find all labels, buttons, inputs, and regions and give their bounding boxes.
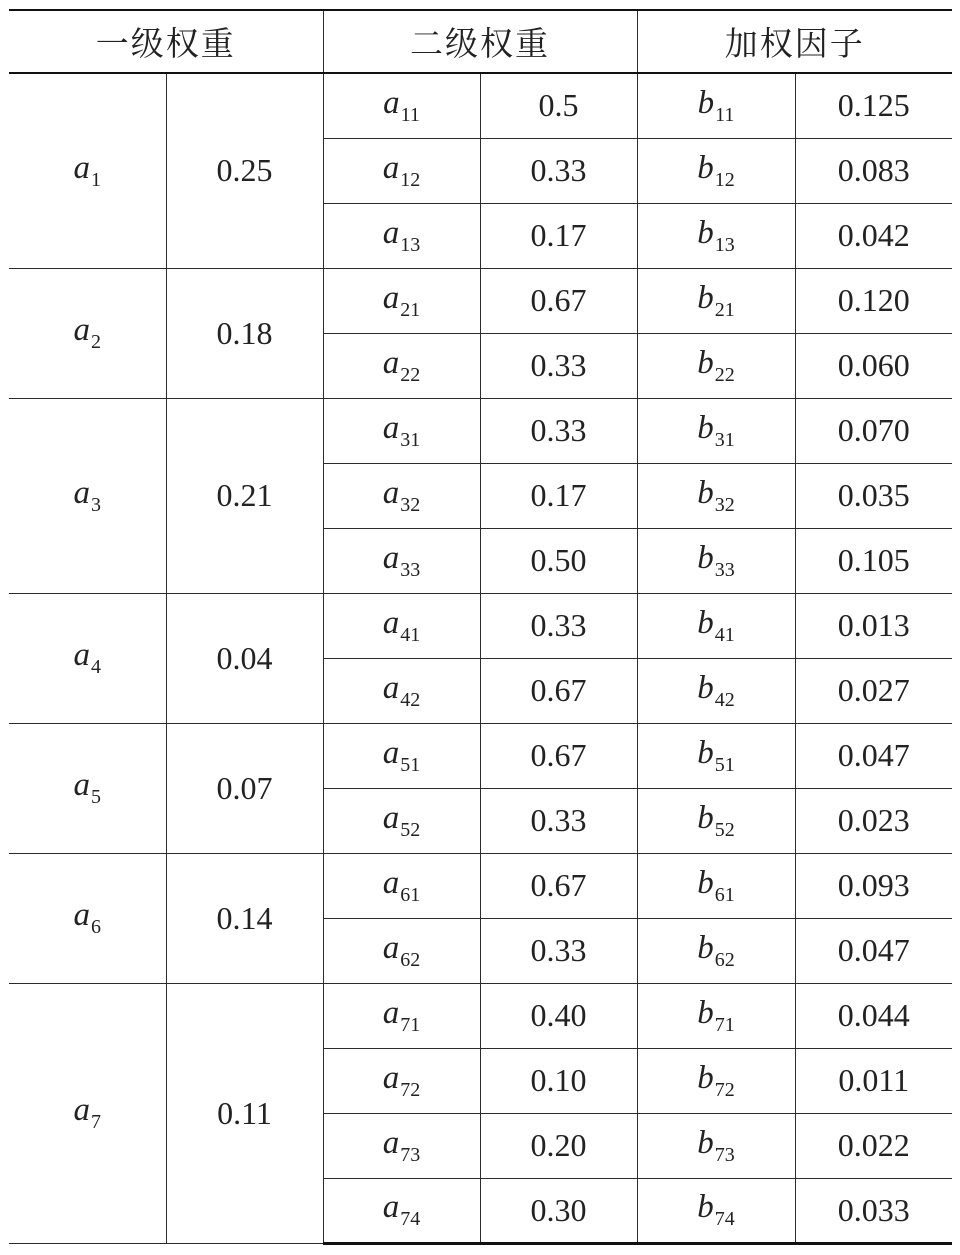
factor-symbol-letter: b [697,1124,714,1161]
second-level-symbol [323,333,480,398]
factor-symbol-subscript: 72 [714,1078,735,1101]
second-level-symbol [323,983,480,1048]
second-level-symbol-subscript: 32 [400,493,421,516]
second-level-symbol-letter: a [382,344,400,381]
factor-symbol-subscript: 52 [714,818,735,841]
table-row [9,723,952,788]
second-level-symbol-subscript: 52 [400,818,421,841]
second-level-weight: 0.17 [480,463,637,528]
second-level-weight: 0.33 [480,788,637,853]
factor-symbol-letter: b [697,409,714,446]
first-level-symbol-subscript: 5 [91,786,101,808]
second-level-symbol-subscript: 31 [400,428,421,451]
weighting-factor: 0.047 [795,723,952,788]
second-level-symbol-subscript: 51 [400,753,421,776]
second-level-symbol [323,593,480,658]
factor-symbol [637,528,795,593]
factor-symbol-subscript: 42 [714,688,735,711]
weighting-factor: 0.042 [795,203,952,268]
first-level-weight: 0.18 [166,268,323,398]
weight-table-container [9,9,952,1245]
first-level-symbol-subscript: 1 [91,168,101,191]
weight-table [9,9,952,1245]
second-level-symbol-letter: a [382,669,400,706]
weighting-factor: 0.083 [795,138,952,203]
second-level-weight: 0.30 [480,1178,637,1243]
second-level-symbol [323,658,480,723]
factor-symbol [637,918,795,983]
factor-symbol-subscript: 61 [714,883,735,906]
weighting-factor: 0.047 [795,918,952,983]
second-level-symbol-letter: a [382,864,400,901]
table-header-row [9,10,952,73]
first-level-symbol-letter: a [73,897,90,933]
first-level-symbol [9,268,166,398]
weighting-factor: 0.035 [795,463,952,528]
factor-symbol [637,1048,795,1113]
table-row [9,593,952,658]
second-level-symbol [323,528,480,593]
second-level-symbol-letter: a [382,799,400,836]
second-level-weight: 0.20 [480,1113,637,1178]
header-first-level-weight: 一级权重 [9,10,323,73]
first-level-symbol-subscript: 7 [91,1111,101,1133]
first-level-symbol-letter: a [73,474,90,511]
second-level-symbol-subscript: 21 [400,298,421,321]
second-level-symbol [323,853,480,918]
factor-symbol-letter: b [697,279,714,316]
weighting-factor: 0.022 [795,1113,952,1178]
second-level-symbol-letter: a [382,279,400,316]
factor-symbol [637,203,795,268]
factor-symbol [637,268,795,333]
first-level-symbol-subscript: 3 [91,493,101,516]
second-level-symbol-letter: a [382,474,400,511]
second-level-symbol-subscript: 22 [400,363,421,386]
first-level-symbol [9,593,166,723]
weighting-factor: 0.120 [795,268,952,333]
table-row [9,398,952,463]
table-body [9,73,952,1243]
second-level-symbol [323,398,480,463]
second-level-symbol-letter: a [382,604,400,641]
factor-symbol-subscript: 74 [714,1208,735,1230]
factor-symbol [637,1178,795,1243]
weighting-factor: 0.013 [795,593,952,658]
first-level-weight: 0.11 [166,983,323,1243]
second-level-symbol-subscript: 41 [400,623,421,646]
factor-symbol [637,1113,795,1178]
factor-symbol-letter: b [697,994,714,1031]
factor-symbol-subscript: 51 [714,753,735,776]
second-level-weight: 0.33 [480,333,637,398]
factor-symbol-subscript: 11 [715,103,735,126]
second-level-symbol [323,1048,480,1113]
first-level-weight: 0.14 [166,853,323,983]
factor-symbol-subscript: 31 [714,428,735,451]
weighting-factor: 0.105 [795,528,952,593]
first-level-symbol-subscript: 6 [91,916,101,938]
second-level-weight: 0.67 [480,268,637,333]
factor-symbol-letter: b [697,84,715,121]
first-level-symbol [9,73,166,268]
factor-symbol-subscript: 22 [714,363,735,386]
second-level-weight: 0.10 [480,1048,637,1113]
second-level-symbol-letter: a [382,994,400,1031]
second-level-weight: 0.67 [480,658,637,723]
first-level-symbol-letter: a [73,312,90,348]
second-level-symbol [323,463,480,528]
second-level-symbol-letter: a [382,149,400,186]
factor-symbol-subscript: 41 [714,623,735,646]
first-level-weight: 0.07 [166,723,323,853]
second-level-symbol-subscript: 12 [400,168,421,191]
factor-symbol-letter: b [697,344,714,381]
first-level-weight: 0.21 [166,398,323,593]
factor-symbol-subscript: 33 [714,558,735,581]
second-level-weight: 0.33 [480,593,637,658]
second-level-weight: 0.17 [480,203,637,268]
table-row [9,73,952,138]
factor-symbol-letter: b [697,799,714,836]
factor-symbol-letter: b [697,1059,714,1096]
second-level-symbol-letter: a [383,84,400,121]
factor-symbol-subscript: 73 [714,1143,735,1166]
factor-symbol [637,658,795,723]
second-level-symbol-subscript: 33 [400,558,421,581]
first-level-symbol-letter: a [73,637,90,673]
second-level-weight: 0.50 [480,528,637,593]
factor-symbol-letter: b [697,669,714,706]
factor-symbol [637,333,795,398]
second-level-symbol [323,723,480,788]
second-level-symbol-subscript: 42 [400,688,421,711]
second-level-symbol [323,138,480,203]
factor-symbol-letter: b [697,539,714,576]
second-level-symbol [323,203,480,268]
factor-symbol [637,788,795,853]
second-level-symbol-subscript: 71 [400,1013,421,1036]
first-level-symbol [9,983,166,1243]
second-level-symbol [323,1178,480,1243]
second-level-symbol-letter: a [382,929,400,966]
second-level-weight: 0.33 [480,918,637,983]
second-level-symbol-letter: a [382,734,400,771]
second-level-symbol-subscript: 61 [400,883,421,906]
weighting-factor: 0.093 [795,853,952,918]
factor-symbol [637,138,795,203]
second-level-weight: 0.40 [480,983,637,1048]
second-level-symbol-letter: a [382,1124,400,1161]
first-level-symbol-letter: a [73,1092,90,1128]
second-level-symbol [323,1113,480,1178]
weighting-factor: 0.044 [795,983,952,1048]
table-row [9,983,952,1048]
second-level-symbol [323,788,480,853]
second-level-symbol [323,918,480,983]
header-weighting-factor: 加权因子 [637,10,952,73]
factor-symbol-letter: b [697,734,714,771]
second-level-symbol-subscript: 13 [400,233,421,256]
second-level-symbol-subscript: 11 [400,103,420,126]
second-level-symbol [323,268,480,333]
factor-symbol-letter: b [697,864,714,901]
first-level-weight: 0.25 [166,73,323,268]
factor-symbol-letter: b [697,1189,714,1225]
weighting-factor: 0.033 [795,1178,952,1243]
factor-symbol-letter: b [697,149,714,186]
second-level-symbol-subscript: 73 [400,1143,421,1166]
second-level-weight: 0.67 [480,723,637,788]
second-level-symbol-letter: a [382,539,400,576]
first-level-symbol-letter: a [73,149,90,186]
first-level-symbol [9,398,166,593]
factor-symbol [637,463,795,528]
factor-symbol-subscript: 13 [714,233,735,256]
weighting-factor: 0.011 [795,1048,952,1113]
second-level-symbol-letter: a [382,214,400,251]
second-level-symbol-letter: a [382,409,400,446]
factor-symbol-letter: b [697,474,714,511]
second-level-symbol-letter: a [382,1059,400,1096]
factor-symbol-subscript: 32 [714,493,735,516]
first-level-weight: 0.04 [166,593,323,723]
table-row [9,853,952,918]
factor-symbol-subscript: 62 [714,948,735,971]
second-level-symbol-subscript: 74 [400,1208,421,1230]
factor-symbol [637,723,795,788]
header-second-level-weight: 二级权重 [323,10,637,73]
factor-symbol [637,73,795,138]
factor-symbol-letter: b [697,214,714,251]
second-level-symbol-subscript: 72 [400,1078,421,1101]
weighting-factor: 0.023 [795,788,952,853]
second-level-symbol-subscript: 62 [400,948,421,971]
factor-symbol-letter: b [697,604,714,641]
factor-symbol-subscript: 21 [714,298,735,321]
factor-symbol-subscript: 12 [714,168,735,191]
first-level-symbol-subscript: 4 [91,656,101,678]
first-level-symbol [9,853,166,983]
weighting-factor: 0.060 [795,333,952,398]
factor-symbol [637,398,795,463]
factor-symbol-letter: b [697,929,714,966]
first-level-symbol [9,723,166,853]
weighting-factor: 0.125 [795,73,952,138]
factor-symbol [637,983,795,1048]
first-level-symbol-letter: a [73,767,90,803]
factor-symbol-subscript: 71 [714,1013,735,1036]
weighting-factor: 0.070 [795,398,952,463]
weighting-factor: 0.027 [795,658,952,723]
second-level-weight: 0.5 [480,73,637,138]
first-level-symbol-subscript: 2 [91,331,101,353]
second-level-weight: 0.67 [480,853,637,918]
second-level-symbol-letter: a [382,1189,400,1225]
second-level-weight: 0.33 [480,398,637,463]
factor-symbol [637,593,795,658]
second-level-weight: 0.33 [480,138,637,203]
factor-symbol [637,853,795,918]
table-row [9,268,952,333]
second-level-symbol [323,73,480,138]
